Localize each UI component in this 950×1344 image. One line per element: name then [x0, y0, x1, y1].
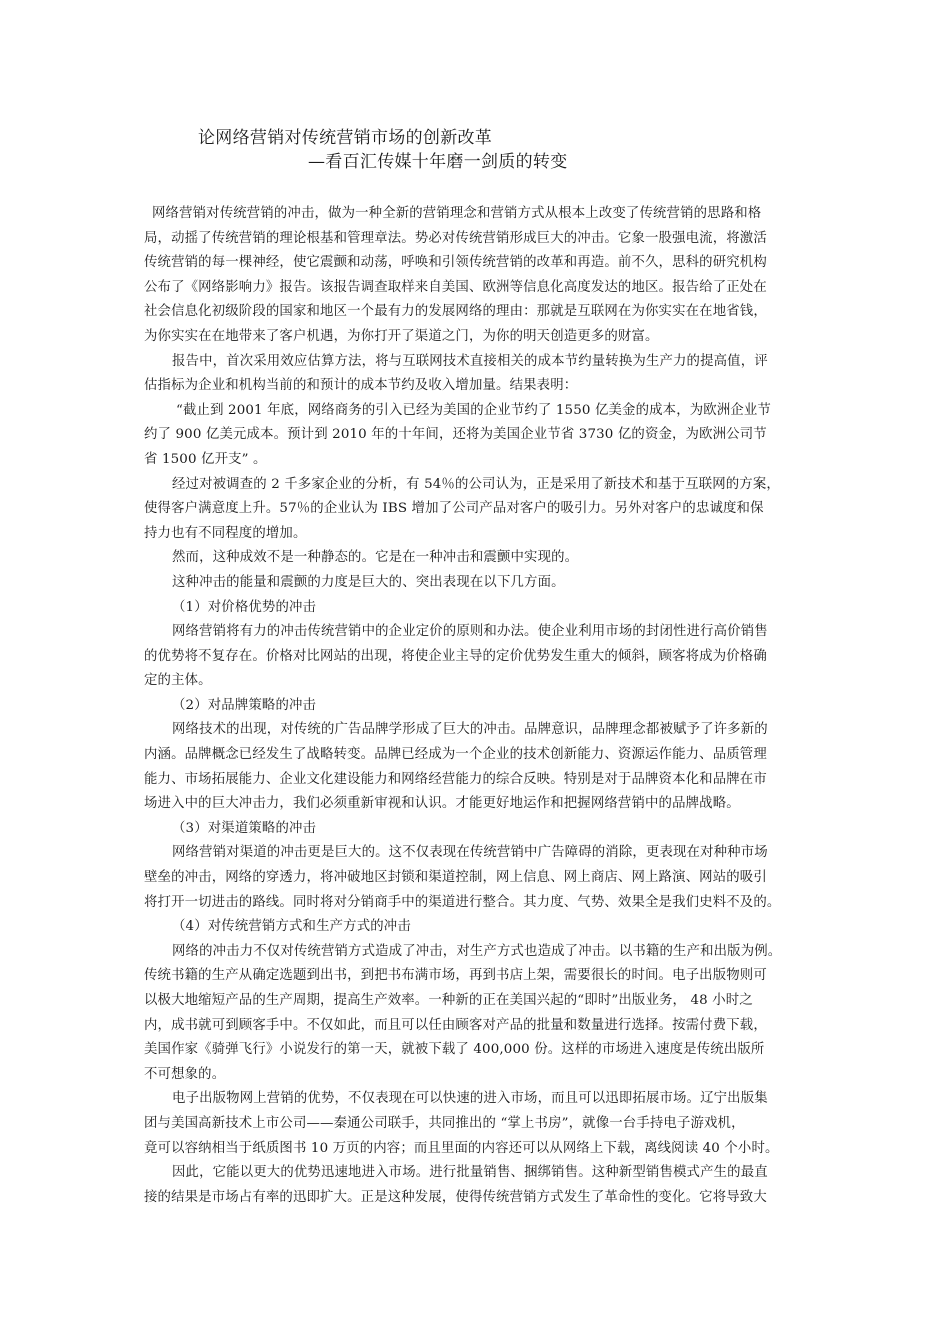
text-line: 然而，这种成效不是一种静态的。它是在一种冲击和震颤中实现的。 [172, 550, 579, 566]
text-line: 约了 900 亿美元成本。预计到 2010 年的十年间，还将为美国企业节省 3730 亿的资金，为欧洲公司节 [144, 427, 767, 443]
text-line: 团与美国高新技术上市公司——秦通公司联手，共同推出的 “掌上书房”，就像一台手持电子游戏机， [144, 1115, 745, 1131]
text-line: 定的主体。 [144, 673, 212, 689]
text-line: 不可想象的。 [144, 1066, 226, 1082]
text-line: “截止到 2001 年底，网络商务的引入已经为美国的企业节约了 1550 亿美金的成本，为欧洲企业节 [176, 402, 771, 418]
document-title: 论网络营销对传统营销市场的创新改革 [198, 128, 493, 148]
text-line: 网络的冲击力不仅对传统营销方式造成了冲击，对生产方式也造成了冲击。以书籍的生产和出版为例。 [172, 943, 782, 959]
text-line: （2）对品牌策略的冲击 [172, 697, 317, 713]
text-line: 将打开一切进击的路线。同时将对分销商手中的渠道进行整合。其力度、气势、效果全是我们史料不及的。 [144, 894, 781, 910]
text-line: 以极大地缩短产品的生产周期，提高生产效率。一种新的正在美国兴起的“即时”出版业务， 48 小时之 [144, 993, 753, 1008]
text-line: 省 1500 亿开支” 。 [144, 451, 267, 467]
text-line: 接的结果是市场占有率的迅即扩大。正是这种发展，使得传统营销方式发生了革命性的变化。它将导致大 [144, 1189, 767, 1205]
text-line: 网络营销将有力的冲击传统营销中的企业定价的原则和办法。使企业利用市场的封闭性进行高价销售 [172, 624, 768, 640]
text-line: 经过对被调查的 2 千多家企业的分析，有 54％的公司认为，正是采用了新技术和基于互联网的方案， [172, 476, 780, 492]
document-subtitle: —看百汇传媒十年磨一剑质的转变 [308, 152, 568, 172]
text-line: 竟可以容纳相当于纸质图书 10 万页的内容；而且里面的内容还可以从网络上下载，离线阅读 40 个小时。 [144, 1140, 779, 1156]
text-line: 估指标为企业和机构当前的和预计的成本节约及收入增加量。结果表明： [144, 378, 578, 394]
text-line: 传统营销的每一棵神经，使它震颤和动荡，呼唤和引领传统营销的改革和再造。前不久，思科的研究机构 [144, 255, 767, 271]
text-line: 报告中，首次采用效应估算方法，将与互联网技术直接相关的成本节约量转换为生产力的提高值，评 [172, 353, 768, 369]
text-line: 使得客户满意度上升。57％的企业认为 IBS 增加了公司产品对客户的吸引力。另外对客户的忠诚度和保 [144, 501, 764, 517]
text-line: （1）对价格优势的冲击 [172, 599, 317, 615]
text-line: 电子出版物网上营销的优势，不仅表现在可以快速的进入市场，而且可以迅即拓展市场。辽宁出版集 [172, 1091, 768, 1107]
text-line: 为你实实在在地带来了客户机遇，为你打开了渠道之门，为你的明天创造更多的财富。 [144, 328, 659, 344]
text-line: 美国作家《骑弹飞行》小说发行的第一天，就被下载了 400,000 份。这样的市场进入速度是传统出版所 [144, 1042, 765, 1058]
text-line: 网络营销对渠道的冲击更是巨大的。这不仅表现在传统营销中广告障碍的消除，更表现在对种种市场 [172, 845, 768, 861]
text-line: 网络营销对传统营销的冲击，做为一种全新的营销理念和营销方式从根本上改变了传统营销的思路和格 [152, 206, 762, 221]
text-line: 传统书籍的生产从确定选题到出书，到把书布满市场，再到书店上架，需要很长的时间。电子出版物则可 [144, 968, 767, 984]
text-line: 这种冲击的能量和震颤的力度是巨大的、突出表现在以下几方面。 [172, 574, 565, 590]
text-line: 公布了《网络影响力》报告。该报告调查取样来自美国、欧洲等信息化高度发达的地区。报告给了正处在 [144, 279, 767, 295]
text-line: 持力也有不同程度的增加。 [144, 525, 307, 541]
text-line: 社会信息化初级阶段的国家和地区一个最有力的发展网络的理由：那就是互联网在为你实实在在地省钱， [144, 304, 767, 320]
text-line: 因此，它能以更大的优势迅速地进入市场。进行批量销售、捆绑销售。这种新型销售模式产生的最直 [172, 1165, 768, 1181]
text-line: 内涵。品牌概念已经发生了战略转变。品牌已经成为一个企业的技术创新能力、资源运作能力、品质管理 [144, 747, 767, 763]
text-line: 的优势将不复存在。价格对比网站的出现，将使企业主导的定价优势发生重大的倾斜，顾客将成为价格确 [144, 648, 767, 664]
text-line: 壁垒的冲击，网络的穿透力，将冲破地区封锁和渠道控制，网上信息、网上商店、网上路演、网站的吸引 [144, 870, 767, 886]
text-line: 网络技术的出现，对传统的广告品牌学形成了巨大的冲击。品牌意识，品牌理念都被赋予了许多新的 [172, 722, 768, 738]
text-line: （3）对渠道策略的冲击 [172, 820, 317, 836]
text-line: 能力、市场拓展能力、企业文化建设能力和网络经营能力的综合反映。特别是对于品牌资本化和品牌在市 [144, 771, 767, 787]
body-text [144, 202, 819, 1210]
text-line: 局，动摇了传统营销的理论根基和管理章法。势必对传统营销形成巨大的冲击。它象一股强电流，将激活 [144, 230, 767, 246]
text-line: 内，成书就可到顾客手中。不仅如此，而且可以任由顾客对产品的批量和数量进行选择。按需付费下载， [144, 1017, 767, 1033]
text-line: 场进入中的巨大冲击力，我们必须重新审视和认识。才能更好地运作和把握网络营销中的品牌战略。 [144, 796, 740, 812]
text-line: （4）对传统营销方式和生产方式的冲击 [172, 919, 411, 935]
